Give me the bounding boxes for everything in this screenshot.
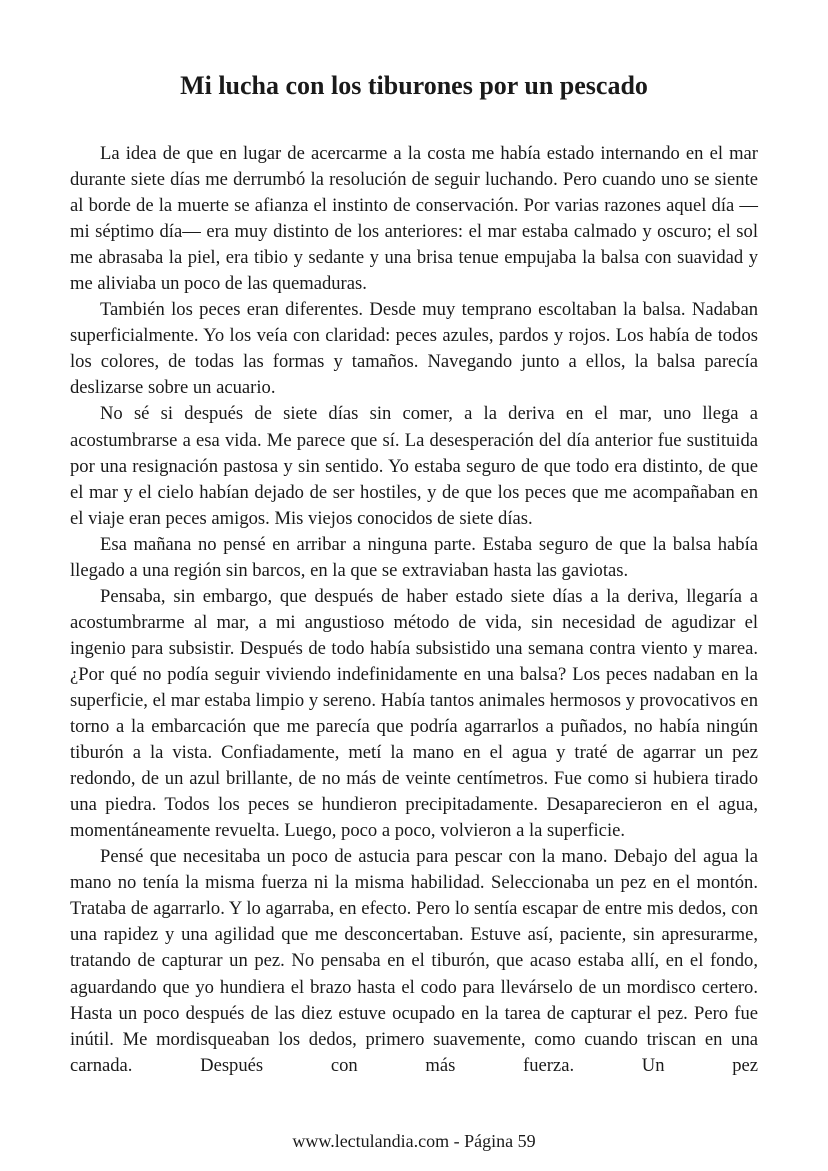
page-footer: www.lectulandia.com - Página 59	[292, 1131, 536, 1151]
paragraph: Pensé que necesitaba un poco de astucia para pescar con la mano. Debajo del agua la mano no tenía la misma fuerza ni la misma habilidad. Seleccionaba un pez en el montón. Trataba de agarrarlo. Y lo agarraba, en efecto. Pero lo sentía escapar de entre mis dedos, con una rapidez y una agilidad que me desconcertaban. Estuve así, paciente, sin apresurarme, tratando de capturar un pez. No pensaba en el tiburón, que acaso estaba allí, en el fondo, aguardando que yo hundiera el brazo hasta el codo para llevárselo de un mordisco certero. Hasta un poco después de las diez estuve ocupado en la tarea de capturar el pez. Pero fue inútil. Me mordisqueaban los dedos, primero suavemente, como cuando triscan en una carnada. Después con más fuerza. Un pez	[70, 846, 758, 1076]
paragraph: No sé si después de siete días sin comer, a la deriva en el mar, uno llega a acostumbrarse a esa vida. Me parece que sí. La desesperación del día anterior fue sustituida por una resignación pastosa y sin sentido. Yo estaba seguro de que todo era distinto, de que el mar y el cielo habían dejado de ser hostiles, y de que los peces que me acompañaban en el viaje eran peces amigos. Mis viejos conocidos de siete días.	[70, 403, 758, 529]
paragraph: Pensaba, sin embargo, que después de haber estado siete días a la deriva, llegaría a acostumbrarme al mar, a mi angustioso método de vida, sin necesidad de agudizar el ingenio para subsistir. Después de todo había subsistido una semana contra viento y marea. ¿Por qué no podía seguir viviendo indefinidamente en una balsa? Los peces nadaban en la superficie, el mar estaba limpio y sereno. Había tantos animales hermosos y provocativos en torno a la embarcación que me parecía que podría agarrarlos a puñados, no había ningún tiburón a la vista. Confiadamente, metí la mano en el agua y traté de agarrar un pez redondo, de un azul brillante, de no más de veinte centímetros. Fue como si hubiera tirado una piedra. Todos los peces se hundieron precipitadamente. Desaparecieron en el agua, momentáneamente revuelta. Luego, poco a poco, volvieron a la superficie.	[70, 585, 758, 842]
body-text	[70, 141, 758, 1079]
chapter-title: Mi lucha con los tiburones por un pescado	[180, 71, 648, 100]
paragraph: También los peces eran diferentes. Desde muy temprano escoltaban la balsa. Nadaban superficialmente. Yo los veía con claridad: peces azules, pardos y rojos. Los había de todos los colores, de todas las formas y tamaños. Navegando junto a ellos, la balsa parecía deslizarse sobre un acuario.	[70, 299, 758, 399]
paragraph: Esa mañana no pensé en arribar a ninguna parte. Estaba seguro de que la balsa había llegado a una región sin barcos, en la que se extraviaban hasta las gaviotas.	[70, 533, 758, 581]
paragraph: La idea de que en lugar de acercarme a la costa me había estado internando en el mar durante siete días me derrumbó la resolución de seguir luchando. Pero cuando uno se siente al borde de la muerte se afianza el instinto de conservación. Por varias razones aquel día —mi séptimo día— era muy distinto de los anteriores: el mar estaba calmado y oscuro; el sol me abrasaba la piel, era tibio y sedante y una brisa tenue empujaba la balsa con suavidad y me aliviaba un poco de las quemaduras.	[70, 143, 758, 295]
